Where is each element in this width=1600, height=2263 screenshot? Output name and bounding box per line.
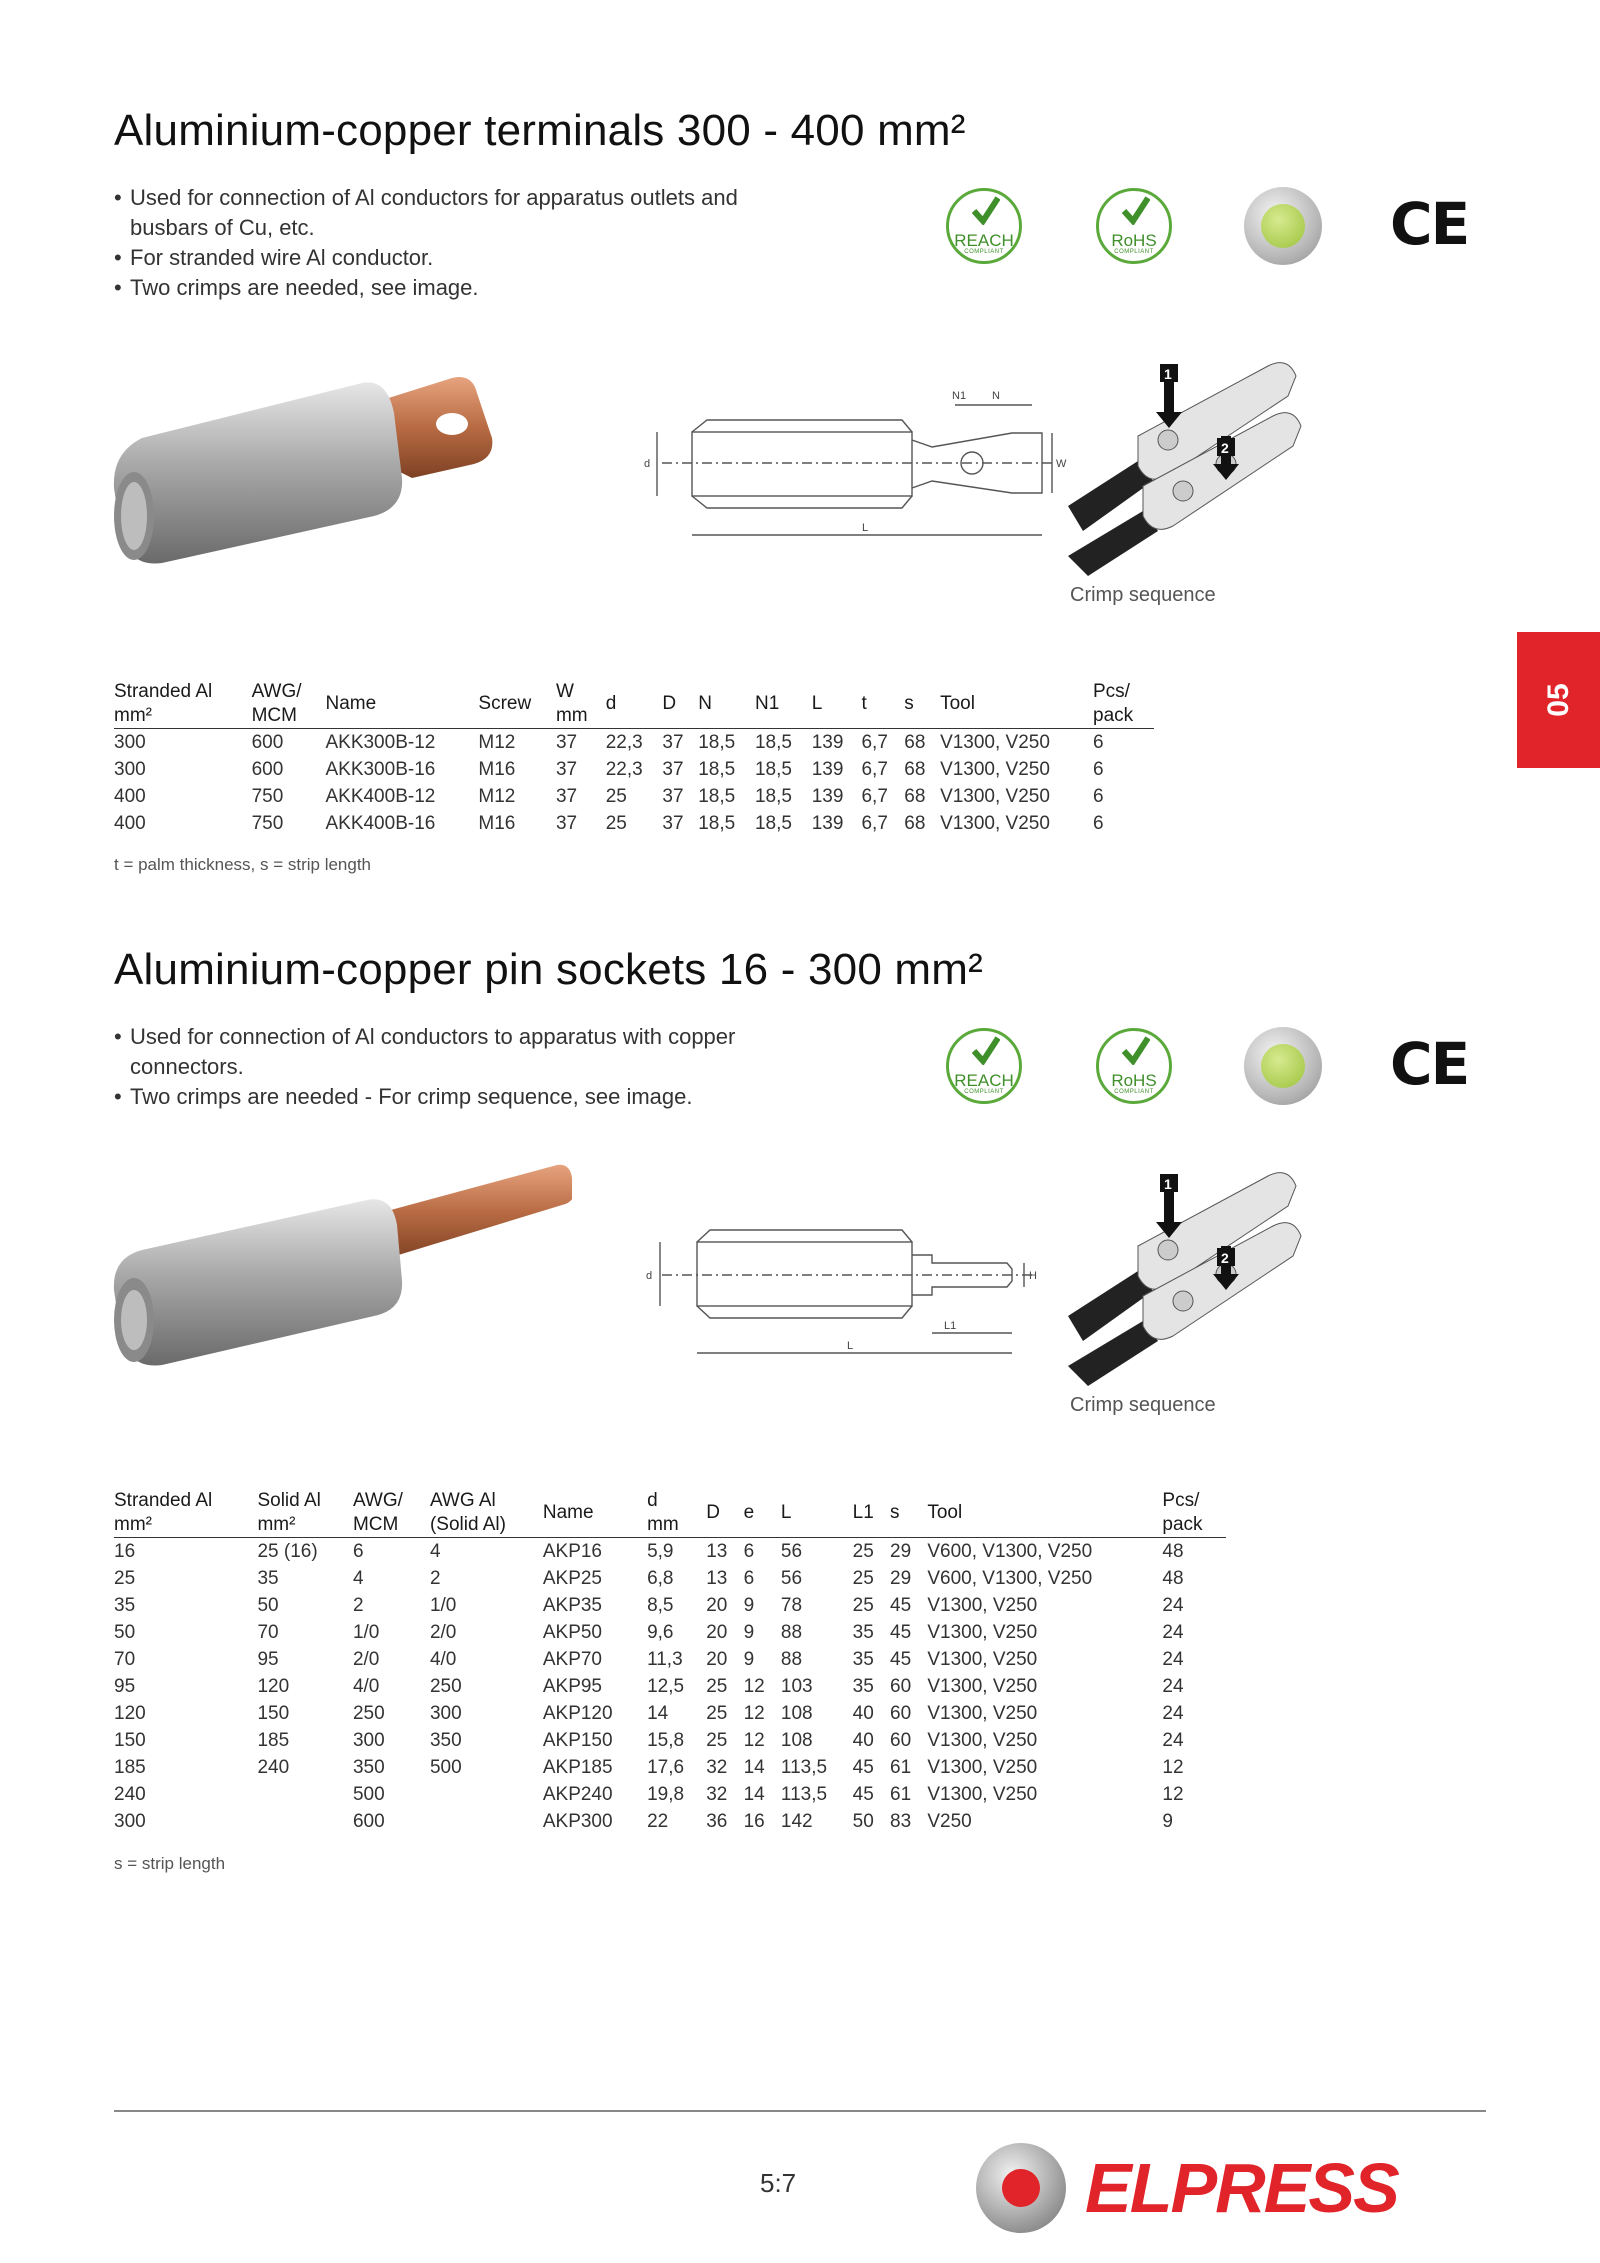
table-cell: 12 <box>743 1675 765 1697</box>
table-cell: 18,5 <box>754 812 792 834</box>
table-cell: AKK400B-16 <box>325 812 436 834</box>
table-cell: 16 <box>743 1810 765 1832</box>
table-cell: 45 <box>890 1648 912 1670</box>
table-cell: V1300, V250 <box>927 1783 1038 1805</box>
table-cell: 750 <box>251 785 284 807</box>
dim-label-W: W <box>1056 458 1067 470</box>
table-cell: 4 <box>352 1567 364 1589</box>
table-cell: 95 <box>114 1675 136 1697</box>
table-cell: 12,5 <box>647 1675 685 1697</box>
table-cell: 2/0 <box>352 1648 380 1670</box>
table-cell: 350 <box>352 1756 385 1778</box>
table-row <box>114 783 1154 810</box>
table-cell: 6,7 <box>861 785 888 807</box>
section1-title: Aluminium-copper terminals 300 - 400 mm² <box>114 106 966 155</box>
table-cell: 6,7 <box>861 812 888 834</box>
table-cell: 14 <box>743 1756 765 1778</box>
reach-badge: REACH COMPLIANT <box>946 188 1022 264</box>
table-cell: 2 <box>352 1594 364 1616</box>
pin-socket-technical-drawing <box>632 1225 1072 1365</box>
checkmark-icon <box>972 1035 1000 1065</box>
table-cell: 18,5 <box>754 785 792 807</box>
table-row <box>114 1646 1226 1673</box>
table-cell: 150 <box>257 1702 290 1724</box>
dim-label-H: H <box>1029 1270 1037 1282</box>
table-cell: 142 <box>780 1810 813 1832</box>
table-cell: 50 <box>257 1594 279 1616</box>
table-cell: AKP185 <box>542 1756 613 1778</box>
table-cell: 19,8 <box>647 1783 685 1805</box>
table-cell: 113,5 <box>780 1756 828 1778</box>
table-cell: V1300, V250 <box>927 1648 1038 1670</box>
reach-badge: REACH COMPLIANT <box>946 1028 1022 1104</box>
table-cell: 48 <box>1162 1540 1184 1562</box>
bullet: • Two crimps are needed, see image. <box>114 273 814 303</box>
table-cell: 24 <box>1162 1675 1184 1697</box>
table-row <box>114 1673 1226 1700</box>
table-cell: 108 <box>780 1729 813 1751</box>
table-cell: 25 <box>605 785 627 807</box>
crimp-sequence-illustration <box>1068 1166 1348 1386</box>
table-cell: V1300, V250 <box>940 758 1050 780</box>
table-cell: 37 <box>555 812 578 834</box>
table-cell: 45 <box>890 1621 912 1643</box>
table-cell: 40 <box>852 1729 874 1751</box>
table-cell: 139 <box>811 812 844 834</box>
table-cell: AKP120 <box>542 1702 613 1724</box>
table-cell: 18,5 <box>698 758 736 780</box>
bullet: • For stranded wire Al conductor. <box>114 243 814 273</box>
table-cell: 25 <box>706 1729 728 1751</box>
table-cell: 45 <box>852 1756 874 1778</box>
table-cell: 139 <box>811 785 844 807</box>
table-cell: 12 <box>1162 1783 1184 1805</box>
table-header-row <box>114 1489 1226 1538</box>
table-cell: 61 <box>890 1783 912 1805</box>
col-d-small: d mm <box>647 1489 706 1538</box>
table-cell: 2 <box>429 1567 441 1589</box>
table-cell: M16 <box>478 758 516 780</box>
table-cell: AKP50 <box>542 1621 602 1643</box>
table-cell: 35 <box>257 1567 279 1589</box>
dim-label-N1: N1 <box>952 390 967 402</box>
col-screw: Screw <box>478 680 556 729</box>
table-cell: V1300, V250 <box>927 1729 1038 1751</box>
table-cell: 95 <box>257 1648 279 1670</box>
table-cell: M16 <box>478 812 516 834</box>
table-cell: 4/0 <box>352 1675 380 1697</box>
table-cell: 29 <box>890 1540 912 1562</box>
checkmark-icon <box>972 195 1000 225</box>
table-cell: 32 <box>706 1783 728 1805</box>
crimp-caption: Crimp sequence <box>1070 584 1216 606</box>
table-cell: 68 <box>904 758 926 780</box>
table-cell: 4 <box>429 1540 441 1562</box>
crimp-caption: Crimp sequence <box>1070 1394 1216 1416</box>
col-awg-mcm: AWG/ MCM <box>353 1489 430 1538</box>
col-stranded-al: Stranded Al mm² <box>114 1489 257 1538</box>
table-cell: 12 <box>743 1702 765 1724</box>
table-row <box>114 1565 1226 1592</box>
pin-sockets-spec-table <box>114 1489 1226 1835</box>
table-cell: 35 <box>852 1675 874 1697</box>
col-d-large: D <box>662 680 698 729</box>
table-cell: AKK300B-16 <box>325 758 436 780</box>
table-cell: 6,8 <box>647 1567 674 1589</box>
table-cell: 37 <box>662 758 684 780</box>
checkmark-icon <box>1122 1035 1150 1065</box>
table-cell: 120 <box>257 1675 290 1697</box>
table-cell: AKK300B-12 <box>325 731 436 753</box>
table-cell: 6 <box>1093 731 1104 753</box>
table-cell: 20 <box>706 1648 728 1670</box>
certification-seal-icon <box>1244 1027 1322 1105</box>
table-cell: 18,5 <box>754 758 792 780</box>
table-cell: 120 <box>114 1702 146 1724</box>
col-pcs-pack: Pcs/ pack <box>1162 1489 1226 1538</box>
table-cell: 12 <box>743 1729 765 1751</box>
table-cell: 6,7 <box>861 758 888 780</box>
table-cell: 24 <box>1162 1648 1184 1670</box>
table-cell: 35 <box>114 1594 136 1616</box>
table-cell: 36 <box>706 1810 728 1832</box>
table-cell <box>430 1808 543 1835</box>
table-cell: V1300, V250 <box>927 1702 1038 1724</box>
table-cell: 250 <box>429 1675 462 1697</box>
terminal-product-photo <box>112 368 572 568</box>
table-cell: 400 <box>114 785 146 807</box>
col-e: e <box>744 1489 781 1538</box>
table-cell: 24 <box>1162 1702 1184 1724</box>
col-d-large: D <box>706 1489 743 1538</box>
terminal-technical-drawing <box>632 385 1072 545</box>
certification-seal-icon <box>1244 187 1322 265</box>
table-cell: 35 <box>852 1621 874 1643</box>
table-cell: 240 <box>114 1783 146 1805</box>
table-cell: 68 <box>904 731 926 753</box>
table-cell: 22 <box>647 1810 669 1832</box>
table-cell: 70 <box>114 1648 136 1670</box>
table-cell: 600 <box>251 758 284 780</box>
col-l: L <box>812 680 862 729</box>
table-cell: 139 <box>811 731 844 753</box>
table-row <box>114 1727 1226 1754</box>
table-cell: 185 <box>114 1756 146 1778</box>
step-2-label: 2 <box>1221 1250 1229 1266</box>
table-row <box>114 1538 1226 1566</box>
table-cell: 60 <box>890 1675 912 1697</box>
table-cell: 40 <box>852 1702 874 1724</box>
table-cell: 600 <box>352 1810 385 1832</box>
col-tool: Tool <box>940 680 1093 729</box>
table-cell: M12 <box>478 731 516 753</box>
table-cell <box>257 1808 352 1835</box>
col-awg-mcm: AWG/ MCM <box>252 680 326 729</box>
table-cell: 185 <box>257 1729 290 1751</box>
table-cell: 83 <box>890 1810 912 1832</box>
table-cell: 61 <box>890 1756 912 1778</box>
table-cell: 25 <box>852 1540 874 1562</box>
table-cell: 25 <box>852 1567 874 1589</box>
table-cell <box>257 1781 352 1808</box>
col-tool: Tool <box>927 1489 1162 1538</box>
rohs-badge: RoHS COMPLIANT <box>1096 188 1172 264</box>
bullet: • Used for connection of Al conductors to apparatus with copper connectors. <box>114 1022 814 1082</box>
table-cell: 14 <box>647 1702 669 1724</box>
table-cell: 29 <box>890 1567 912 1589</box>
table-cell: 6 <box>1093 785 1104 807</box>
table-cell: 9 <box>743 1648 755 1670</box>
section2-footnote: s = strip length <box>114 1854 226 1873</box>
table-cell: AKP300 <box>542 1810 613 1832</box>
table-cell: 45 <box>890 1594 912 1616</box>
bullet: • Used for connection of Al conductors for apparatus outlets and busbars of Cu, etc. <box>114 183 814 243</box>
brand-name: ELPRESS <box>1085 2149 1398 2227</box>
table-cell: 9 <box>1162 1810 1173 1832</box>
ce-mark: CE <box>1390 190 1469 258</box>
table-cell: 68 <box>904 785 926 807</box>
table-cell: AKP16 <box>542 1540 602 1562</box>
table-cell: 6 <box>743 1567 755 1589</box>
col-name: Name <box>325 680 478 729</box>
step-1-label: 1 <box>1164 1176 1172 1192</box>
table-cell: 24 <box>1162 1729 1184 1751</box>
table-cell: 17,6 <box>647 1756 685 1778</box>
table-cell: 103 <box>780 1675 813 1697</box>
table-cell: 37 <box>662 785 684 807</box>
table-cell: 250 <box>352 1702 385 1724</box>
table-cell: 8,5 <box>647 1594 674 1616</box>
table-cell: 56 <box>780 1540 803 1562</box>
step-2-label: 2 <box>1221 440 1229 456</box>
table-cell: 18,5 <box>754 731 792 753</box>
table-row <box>114 810 1154 837</box>
table-cell: 37 <box>662 731 684 753</box>
table-cell: 25 <box>852 1594 874 1616</box>
table-row <box>114 1781 1226 1808</box>
table-cell: 6 <box>352 1540 364 1562</box>
table-cell: 18,5 <box>698 785 736 807</box>
table-cell: 25 <box>605 812 627 834</box>
table-cell: AKK400B-12 <box>325 785 436 807</box>
col-s: s <box>904 680 940 729</box>
table-cell: 37 <box>555 758 578 780</box>
table-cell: 139 <box>811 758 844 780</box>
col-t: t <box>861 680 904 729</box>
table-cell: 500 <box>352 1783 385 1805</box>
table-cell: 18,5 <box>698 731 736 753</box>
table-cell: 150 <box>114 1729 146 1751</box>
table-cell: 16 <box>114 1540 136 1562</box>
table-cell: 25 <box>706 1702 728 1724</box>
table-cell: 60 <box>890 1702 912 1724</box>
table-cell: 400 <box>114 812 146 834</box>
table-cell: 37 <box>662 812 684 834</box>
col-w: W mm <box>556 680 606 729</box>
table-cell: 240 <box>257 1756 290 1778</box>
table-cell: AKP70 <box>542 1648 602 1670</box>
table-cell: 2/0 <box>429 1621 457 1643</box>
table-cell: 300 <box>429 1702 462 1724</box>
table-cell: AKP150 <box>542 1729 613 1751</box>
table-cell: M12 <box>478 785 516 807</box>
table-row <box>114 1808 1226 1835</box>
section1-bullets <box>114 183 814 303</box>
table-cell: 113,5 <box>780 1783 828 1805</box>
table-cell: 70 <box>257 1621 279 1643</box>
table-cell: 5,9 <box>647 1540 674 1562</box>
table-cell: 600 <box>251 731 284 753</box>
page-number: 5:7 <box>760 2168 797 2198</box>
table-cell: 24 <box>1162 1621 1184 1643</box>
table-cell: V1300, V250 <box>927 1675 1038 1697</box>
table-cell: AKP25 <box>542 1567 602 1589</box>
table-cell: 4/0 <box>429 1648 457 1670</box>
bullet: • Two crimps are needed - For crimp sequence, see image. <box>114 1082 814 1112</box>
table-row <box>114 756 1154 783</box>
table-cell: 11,3 <box>647 1648 683 1670</box>
table-row <box>114 729 1154 757</box>
table-cell: 50 <box>852 1810 874 1832</box>
table-cell <box>430 1781 543 1808</box>
table-cell: 6 <box>1093 812 1104 834</box>
table-cell: 6,7 <box>861 731 888 753</box>
col-pcs-pack: Pcs/ pack <box>1093 680 1154 729</box>
table-cell: V1300, V250 <box>940 731 1050 753</box>
table-cell: 24 <box>1162 1594 1184 1616</box>
footer-divider <box>114 2110 1486 2112</box>
ce-mark: CE <box>1390 1030 1469 1098</box>
table-cell: 32 <box>706 1756 728 1778</box>
table-cell: 1/0 <box>429 1594 457 1616</box>
table-cell: 68 <box>904 812 926 834</box>
table-cell: 37 <box>555 785 578 807</box>
table-cell: 48 <box>1162 1567 1184 1589</box>
table-cell: V1300, V250 <box>940 785 1050 807</box>
dim-label-d: d <box>644 458 651 470</box>
table-cell: V600, V1300, V250 <box>927 1540 1093 1562</box>
table-cell: 50 <box>114 1621 136 1643</box>
table-cell: 300 <box>114 758 146 780</box>
table-cell: 88 <box>780 1621 803 1643</box>
section2-title: Aluminium-copper pin sockets 16 - 300 mm² <box>114 945 983 994</box>
step-1-label: 1 <box>1164 366 1172 382</box>
table-cell: 60 <box>890 1729 912 1751</box>
table-cell: 13 <box>706 1540 728 1562</box>
rohs-badge: RoHS COMPLIANT <box>1096 1028 1172 1104</box>
table-cell: V1300, V250 <box>927 1756 1038 1778</box>
table-cell: 9 <box>743 1621 755 1643</box>
table-cell: 22,3 <box>605 758 643 780</box>
crimp-sequence-illustration <box>1068 356 1348 576</box>
table-cell: 88 <box>780 1648 803 1670</box>
table-row <box>114 1754 1226 1781</box>
dim-label-L1: L1 <box>944 1320 957 1332</box>
col-name: Name <box>543 1489 647 1538</box>
table-row <box>114 1592 1226 1619</box>
section1-footnote: t = palm thickness, s = strip length <box>114 855 372 874</box>
table-cell: 13 <box>706 1567 728 1589</box>
table-row <box>114 1619 1226 1646</box>
table-cell: 300 <box>114 731 146 753</box>
col-s: s <box>890 1489 927 1538</box>
table-cell: 9 <box>743 1594 755 1616</box>
table-cell: 12 <box>1162 1756 1184 1778</box>
table-cell: V1300, V250 <box>927 1621 1038 1643</box>
col-n1: N1 <box>755 680 812 729</box>
table-header-row <box>114 680 1154 729</box>
table-cell: V250 <box>927 1810 972 1832</box>
dim-label-L: L <box>847 1340 854 1352</box>
table-cell: V600, V1300, V250 <box>927 1567 1093 1589</box>
col-solid-al: Solid Al mm² <box>257 1489 352 1538</box>
table-cell: 35 <box>852 1648 874 1670</box>
col-stranded-al: Stranded Al mm² <box>114 680 252 729</box>
col-d-small: d <box>606 680 663 729</box>
table-row <box>114 1700 1226 1727</box>
table-cell: 18,5 <box>698 812 736 834</box>
brand-logo-icon <box>976 2143 1066 2233</box>
table-cell: 14 <box>743 1783 765 1805</box>
col-awg-al: AWG Al (Solid Al) <box>430 1489 543 1538</box>
table-cell: 22,3 <box>605 731 643 753</box>
dim-label-d: d <box>646 1270 653 1282</box>
chapter-tab: 05 <box>1517 632 1600 768</box>
dim-label-L: L <box>862 522 869 534</box>
table-cell: 25 <box>114 1567 136 1589</box>
table-cell: 20 <box>706 1621 728 1643</box>
table-cell: 25 <box>706 1675 728 1697</box>
table-cell: 56 <box>780 1567 803 1589</box>
pin-socket-product-photo <box>112 1160 572 1370</box>
col-l: L <box>781 1489 853 1538</box>
table-cell: 108 <box>780 1702 813 1724</box>
table-cell: 350 <box>429 1729 462 1751</box>
table-cell: 20 <box>706 1594 728 1616</box>
table-cell: AKP35 <box>542 1594 602 1616</box>
table-cell: V1300, V250 <box>927 1594 1038 1616</box>
table-cell: 1/0 <box>352 1621 380 1643</box>
table-cell: 6 <box>1093 758 1104 780</box>
col-n: N <box>698 680 755 729</box>
table-cell: 300 <box>352 1729 385 1751</box>
table-cell: 300 <box>114 1810 146 1832</box>
table-cell: 9,6 <box>647 1621 674 1643</box>
table-cell: 500 <box>429 1756 462 1778</box>
table-cell: 25 (16) <box>257 1540 318 1562</box>
dim-label-N: N <box>992 390 1000 402</box>
table-cell: AKP95 <box>542 1675 602 1697</box>
table-cell: 78 <box>780 1594 803 1616</box>
table-cell: 15,8 <box>647 1729 685 1751</box>
table-cell: AKP240 <box>542 1783 613 1805</box>
table-cell: 45 <box>852 1783 874 1805</box>
terminals-spec-table <box>114 680 1154 837</box>
checkmark-icon <box>1122 195 1150 225</box>
table-cell: 37 <box>555 731 578 753</box>
col-l1: L1 <box>853 1489 890 1538</box>
table-cell: 6 <box>743 1540 755 1562</box>
table-cell: V1300, V250 <box>940 812 1050 834</box>
table-cell: 750 <box>251 812 284 834</box>
section2-bullets <box>114 1022 814 1112</box>
